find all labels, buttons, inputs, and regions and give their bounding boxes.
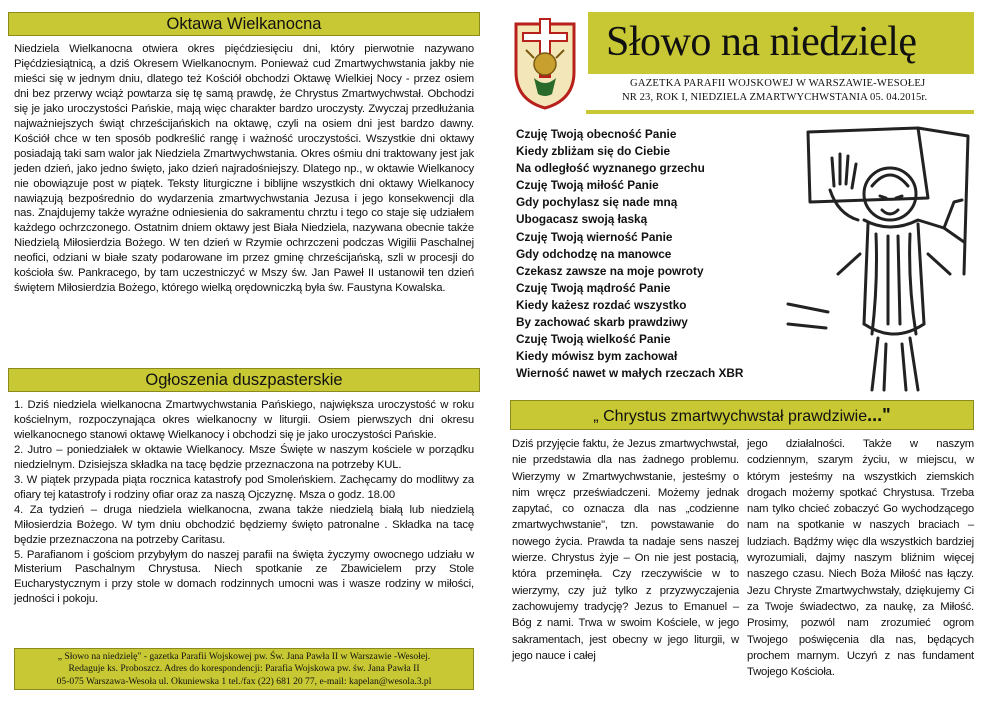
footer-line: Redaguje ks. Proboszcz. Adres do korespondencji: Parafia Wojskowa pw. św. Jana Pawła II xyxy=(68,663,420,675)
footer-box xyxy=(14,648,474,690)
poem-line: Kiedy mówisz bym zachował xyxy=(516,349,678,364)
announcement-item: 1. Dziś niedziela wielkanocna Zmartwychwstania Pańskiego, największa uroczystość w roku kościelnym, rozpoczynająca okres wielkanocny w liturgii. Osiem pierwszych dni okresu wielkanocnego stanowi oktawę Wielkanocy i obchodzi się je jako uroczystości Pańskie. xyxy=(14,399,474,441)
announcement-item: 3. W piątek przypada piąta rocznica katastrofy pod Smoleńskiem. Zachęcamy do modlitwy za ofiary tej katastrofy i rodziny ofiar oraz za naszą Ojczyznę. Msza o godz. 18.00 xyxy=(14,473,474,501)
right-page xyxy=(510,12,974,692)
announcements-list xyxy=(8,392,480,607)
issue-info: NR 23, ROK I, NIEDZIELA ZMARTWYCHWSTANIA 05. 04.2015r. xyxy=(622,92,928,103)
poem-line: Gdy odchodzę na manowce xyxy=(516,246,672,261)
poem-line: Czekasz zawsze na moje powroty xyxy=(516,263,704,278)
left-page xyxy=(8,12,480,692)
poem-line: Kiedy zbliżam się do Ciebie xyxy=(516,144,671,159)
poem-line: Wierność nawet w małych rzeczach XBR xyxy=(516,366,744,381)
poem-line: Ubogacasz swoją łaską xyxy=(516,212,648,227)
poem xyxy=(516,126,796,382)
article-heading-ellipsis: ..." xyxy=(867,405,891,425)
poem-line: By zachować skarb prawdziwy xyxy=(516,315,688,330)
footer-line: „ Słowo na niedzielę" - gazetka Parafii Wojskowej pw. Św. Jana Pawła II w Warszawie -Wesołej. xyxy=(57,651,431,662)
newsletter-title: Słowo na niedzielę xyxy=(606,19,917,65)
article-column-2: jego działalności. Także w naszym codziennym, szarym życiu, w miejscu, w którym jesteśmy na wszystkich ziemskich drogach możemy spotkać Chrystusa. Trzeba nam tylko chcieć zobaczyć Go wychodzącego nam na spotkanie w naszych braciach – ludziach. Bądźmy więc dla wszystkich bardziej wyrozumiali, dajmy naszym bliźnim więcej naszego czasu. Niech Boża Miłość nas łączy. Jezu Chryste Zmartwychwstały, dziękujemy Ci za Twoje świadectwo, za naukę, za Miłość. Prosimy, pozwól nam zrozumieć ogrom Twojego poświęcenia dla nas, będących prochem marnym. Uczyń z nas fundament Twojego Kościoła. xyxy=(747,438,974,679)
footer-line: 05-075 Warszawa-Wesoła ul. Okuniewska 1 tel./fax (22) 681 20 77, e-mail: kapelan@wesola.3.pl xyxy=(56,675,432,687)
newsletter-subtitle: GAZETKA PARAFII WOJSKOWEJ W WARSZAWIE-WESOŁEJ xyxy=(630,78,926,89)
announcement-item: 2. Jutro – poniedziałek w oktawie Wielkanocy. Msze Święte w naszym kościele w porządku niedzielnym. Dzisiejsza składka na tacę będzie przeznaczona na potrzeby KUL. xyxy=(14,443,474,471)
parish-emblem-icon xyxy=(512,14,578,110)
poem-line: Czuję Twoją obecność Panie xyxy=(516,127,677,141)
poem-line: Czuję Twoją miłość Panie xyxy=(516,178,659,193)
announcement-item: 5. Parafianom i gościom przybyłym do naszej parafii na święta życzymy owocnego udziału w Misterium Paschalnym Chrystusa. Niech spotkanie ze Zbawicielem przy Stole Eucharystycznym i przy stole w domach rodzinnych umocni was i wasze rodziny w miłości, jedności i pokoju. xyxy=(14,548,474,606)
article-heading xyxy=(510,400,974,430)
newsletter-header xyxy=(510,12,974,116)
poem-line: Czuję Twoją wierność Panie xyxy=(516,229,673,244)
announcement-item: 4. Za tydzień – druga niedziela wielkanocna, zwana także niedzielą białą lub niedzielą Miłosierdzia Bożego. W tym dniu obchodzić będziemy święto patronalne . Składka na tacę będzie przeznaczona na potrzeby Caritasu. xyxy=(14,503,474,546)
poem-line: Na odległość wyznanego grzechu xyxy=(516,161,705,176)
article-body xyxy=(512,436,974,680)
poem-line: Gdy pochylasz się nade mną xyxy=(516,195,678,210)
article-column-1: Dziś przyjęcie faktu, że Jezus zmartwychwstał, nie przedstawia dla nas żadnego problemu. Wierzymy w Zmartwychwstanie, jesteśmy o nim wręcz przeświadczeni. Możemy jednak zapytać, co oznacza dla nas „codzienne zmartwychwstanie", tzn. powstawanie do nowego życia. Prawda ta nadaje sens naszej wierze. Chrystus żyje – On nie jest postacią, która przeminęła. Czy rzeczywiście w to wierzymy, czy już tylko z przyzwyczajenia zachowujemy tradycję? Jezus to Emanuel – Bóg z nami. Trwa w swoim Kościele, w jego sakramentach, jest obecny w jego liturgii, w jego nauce i całej xyxy=(512,438,739,662)
poem-line: Czuję Twoją mądrość Panie xyxy=(516,280,671,295)
article-heading-text: „ Chrystus zmartwychwstał prawdziwie xyxy=(593,408,868,425)
header-divider xyxy=(586,110,974,114)
poem-line: Kiedy każesz rozdać wszystko xyxy=(516,297,687,312)
announcements-heading: Ogłoszenia duszpasterskie xyxy=(8,368,480,392)
poem-line: Czuję Twoją wielkość Panie xyxy=(516,332,671,347)
risen-christ-icon xyxy=(768,124,974,396)
octave-text: Niedziela Wielkanocna otwiera okres pięćdziesięciu dni, który pierwotnie nazywano Pięćdziesiątnicą, a dziś Okresem Wielkanocnym. Ponieważ cud Zmartwychwstania jakby nie mieści się w jednym dniu, dlatego też Kościół obchodzi Oktawę Wielkiej Nocy - przez osiem dni bez przerwy wciąż powtarza się tę samą prawdę, że Chrystus Zmartwychwstał. Obchodzi się je jako uroczystości Pańskie, mają więc charakter bardzo uroczysty. Zwyczaj przedłużania najważniejszych świąt chrześcijańskich na oktawę, czyli na osiem dni jest bardzo dawny. Kościół chce w ten sposób podkreślić rangę i ważność uroczystości. Wszystkie dni oktawy posiadają taki sam walor jak Niedziela Zmartwychwstania. Okres ośmiu dni traktowany jest jak jeden dzień, jako jedno święto, jako dzień najradośniejszy. Dlatego np., w oktawie Wielkanocy nie obowiązuje post w piątek. Teksty liturgiczne i biblijne wszystkich dni oktawy Wielkanocy nawiązują bezpośrednio do wydarzenia zmartwychwstania Jezusa i jego konsekwencji dla nas. Znajdujemy także wyraźne odniesienia do sakramentu chrztu i tego co staje się udziałem każdego ochrzczonego. Ostatnim dniem oktawy jest Biała Niedziela, nazywana obecnie także Niedzielą Miłosierdzia Bożego. W ten dzień w Rzymie ochrzczeni podczas Wigilii Paschalnej neofici, odziani w białe szaty podarowane im przez gminę chrześcijańską, szli w procesji do kościoła św. Pankracego, by tam uczestniczyć w Mszy św. Jan Paweł II ustanowił ten dzień świętem Miłosierdzia Bożego, którego wielką orędowniczką była św. Faustyna Kowalska. xyxy=(14,43,474,295)
octave-heading: Oktawa Wielkanocna xyxy=(8,12,480,36)
